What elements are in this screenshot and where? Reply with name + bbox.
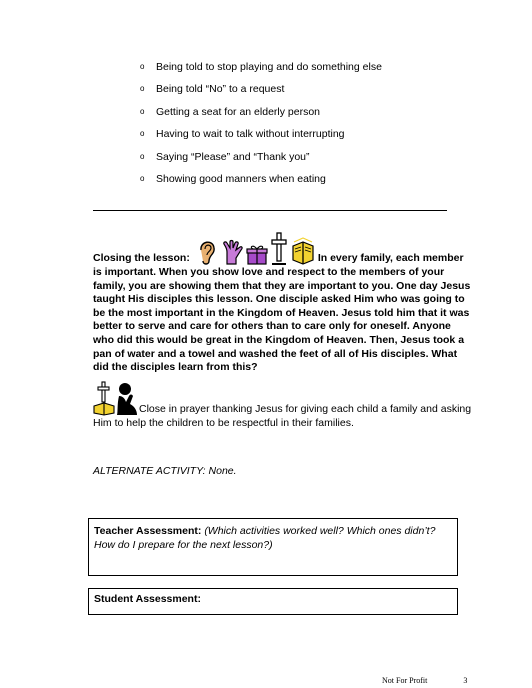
prayer-lead-text: Close in prayer thanking Jesus for giving each child a family and asking <box>139 403 472 415</box>
prayer-lead-line <box>93 380 473 416</box>
page-number: 3 <box>463 676 468 685</box>
bullet-marker: o <box>140 151 145 161</box>
bullet-list <box>140 60 500 194</box>
gift-icon <box>246 244 268 266</box>
bullet-marker: o <box>140 129 145 139</box>
list-item: o Having to wait to talk without interrupting <box>140 128 345 141</box>
teacher-assessment-box <box>88 518 458 576</box>
cross-icon <box>270 232 288 266</box>
cross-bible-icon <box>93 380 115 416</box>
closing-lead-line <box>93 234 473 266</box>
closing-body: is important. When you show love and respect to the members of your family, you are showing them that they are important to you. One day Jesus taught His disciples this lesson. One disciple asked Him who was going to be the most important in the Kingdom of Heaven. Jesus told him that it was better to serve and care for others than to care only for oneself. Anyone who did this would be great in the Kingdom of Heaven. Then, Jesus took a pan of water and a towel and washed the feet of all of His disciples. What did the disciples learn from this? <box>93 266 471 374</box>
prayer-section <box>93 380 473 430</box>
praying-child-icon <box>115 382 139 416</box>
page-footer <box>382 676 467 685</box>
closing-lead-text: In every family, each member <box>317 252 464 265</box>
prayer-body: Him to help the children to be respectful in their families. <box>93 417 354 429</box>
section-divider <box>93 210 447 211</box>
ear-icon <box>196 236 218 266</box>
student-assessment-box <box>88 588 458 615</box>
lesson-icons <box>196 232 316 266</box>
hand-icon <box>220 238 244 266</box>
list-item: o Saying “Please” and “Thank you” <box>140 150 310 163</box>
teacher-assessment-label: Teacher Assessment: <box>94 525 202 537</box>
list-item: o Being told to stop playing and do something else <box>140 61 382 73</box>
list-item: o Being told “No” to a request <box>140 83 285 96</box>
student-assessment-label: Student Assessment: <box>94 593 201 605</box>
list-item: o Showing good manners when eating <box>140 172 326 185</box>
bullet-marker: o <box>140 84 145 94</box>
bullet-marker: o <box>140 106 145 116</box>
alternate-activity: ALTERNATE ACTIVITY: None. <box>93 465 237 477</box>
closing-section <box>93 234 473 375</box>
bible-icon <box>290 236 316 266</box>
closing-label: Closing the lesson: <box>93 252 190 265</box>
teacher-assessment-note: (Which activities worked well? Which ones didn’t? How do I prepare for the next lesson?) <box>94 525 436 551</box>
list-item: o Getting a seat for an elderly person <box>140 105 321 118</box>
footer-text: Not For Profit <box>382 676 428 685</box>
bullet-marker: o <box>140 62 145 71</box>
bullet-marker: o <box>140 173 145 183</box>
